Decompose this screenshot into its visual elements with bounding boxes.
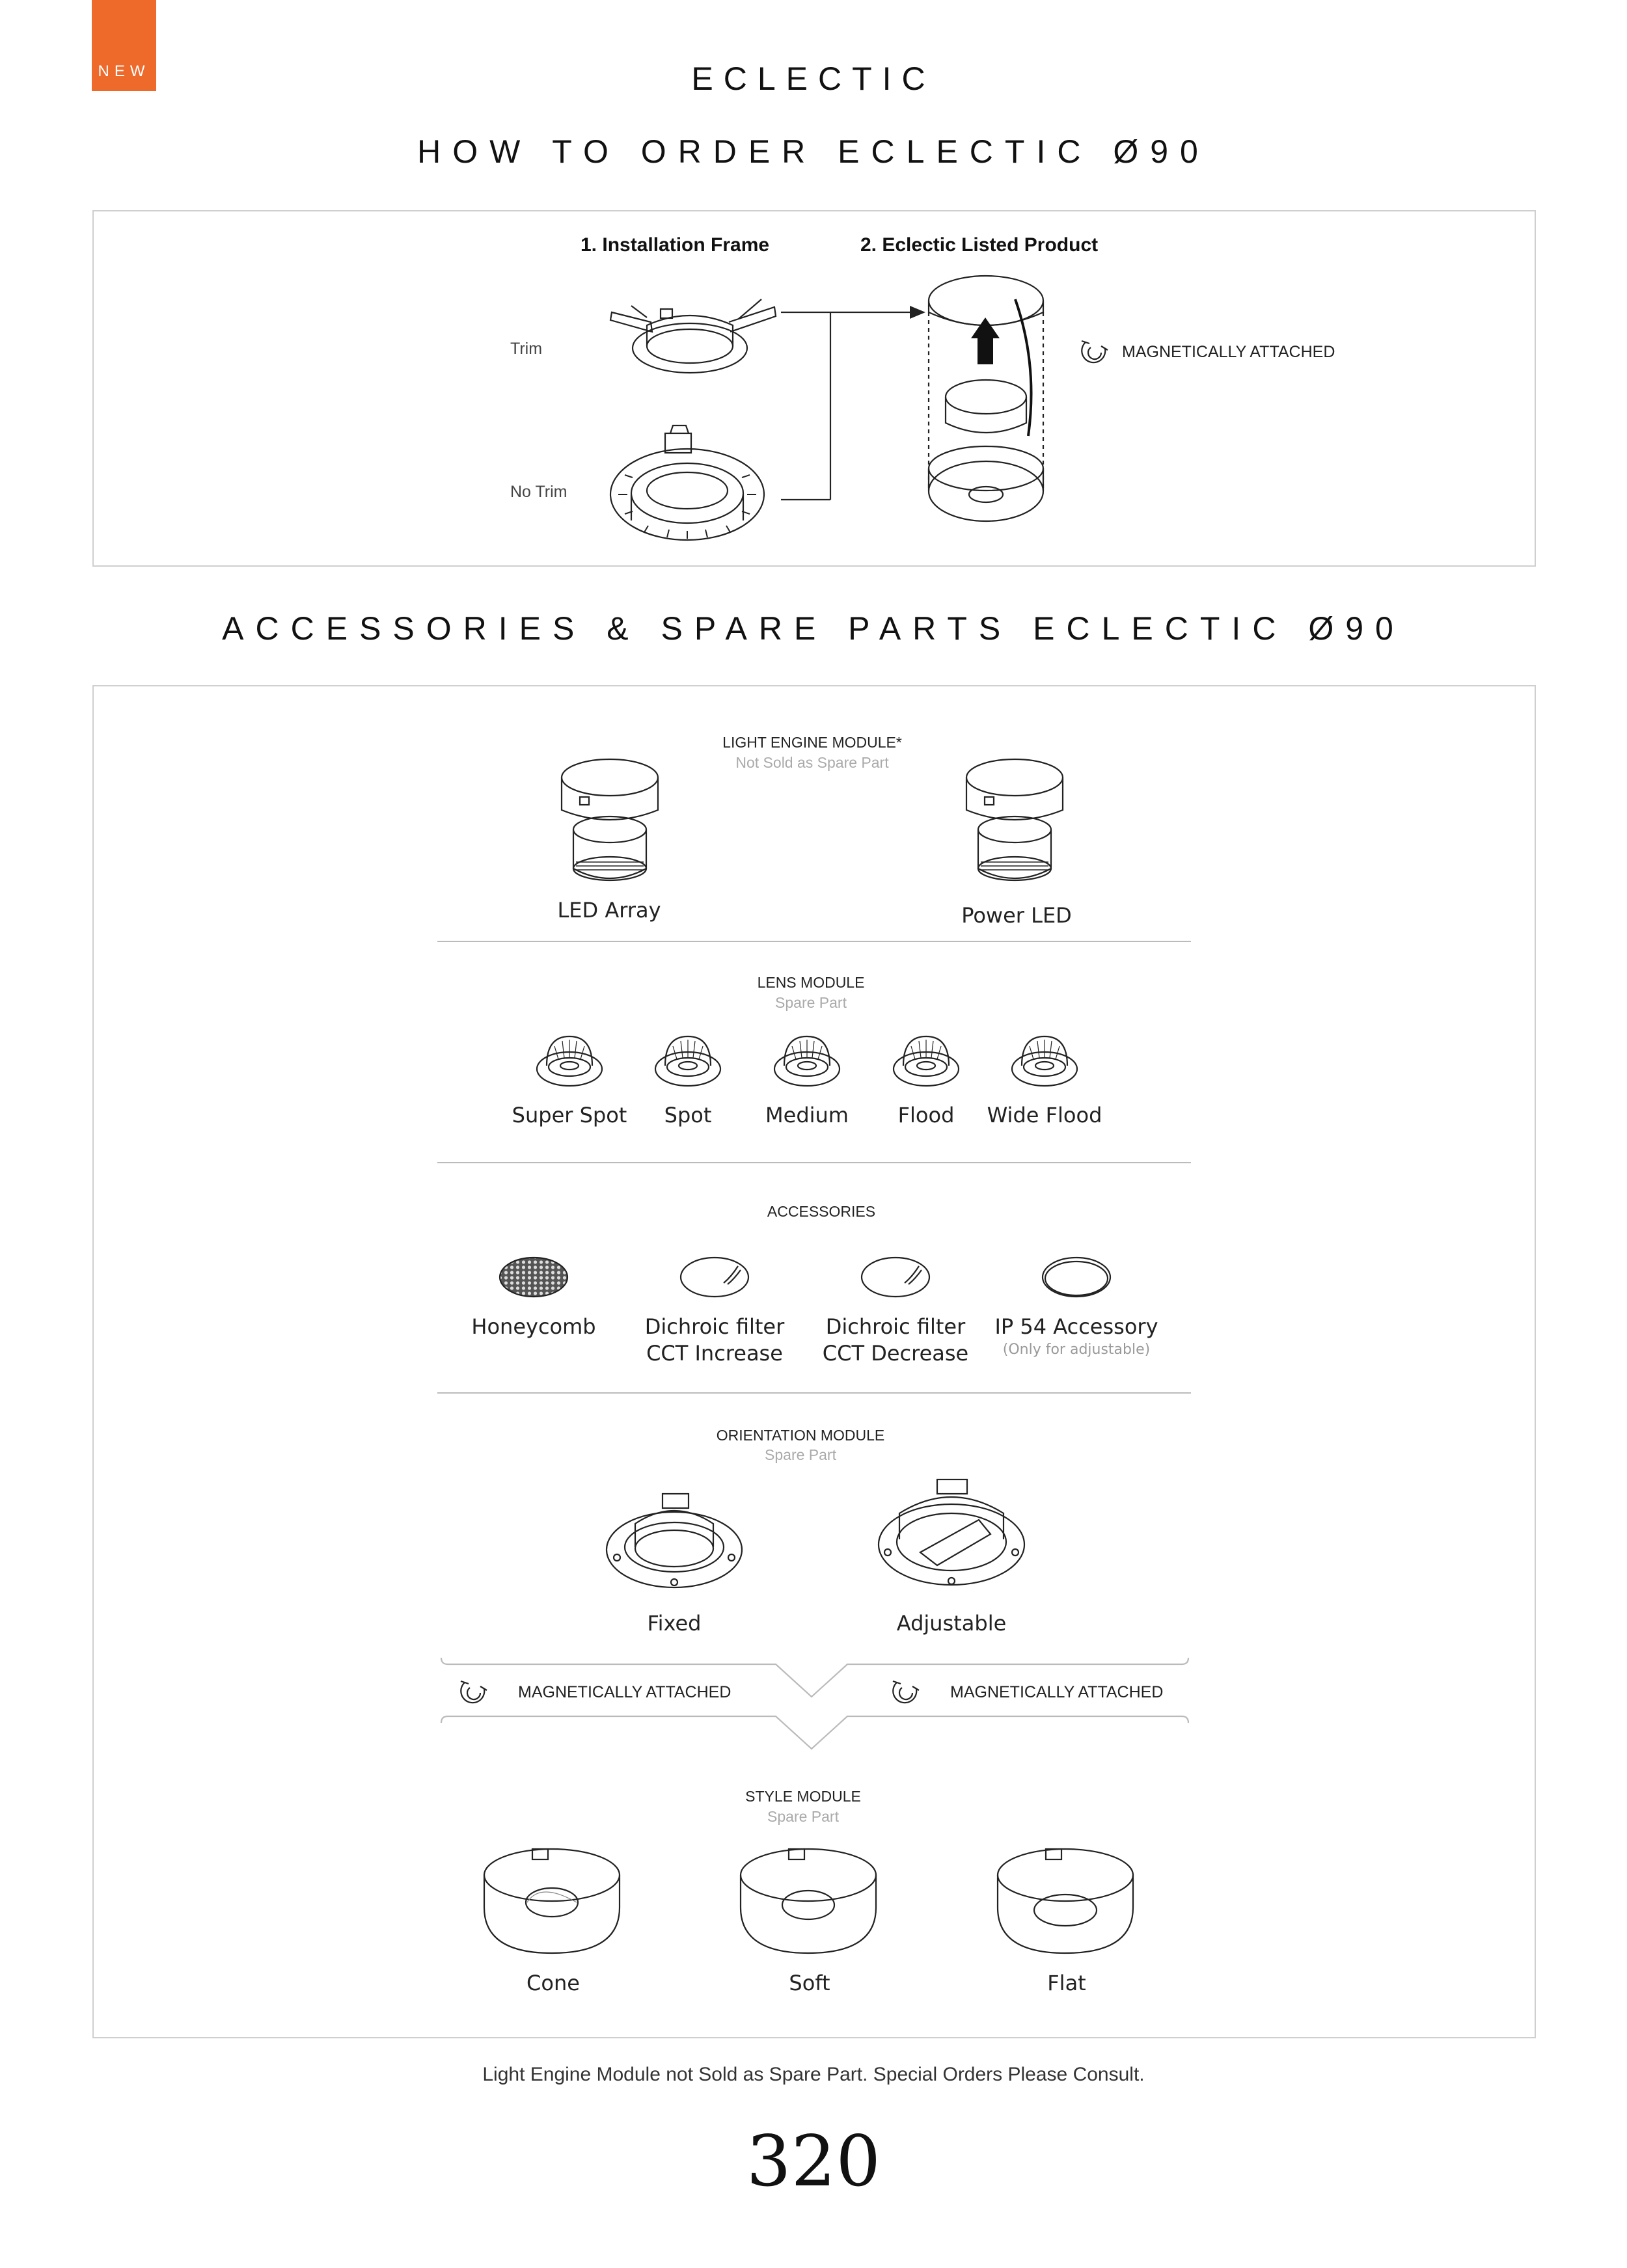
ip54-label: IP 54 Accessory [994,1314,1158,1339]
chevron-separator [437,1658,1192,1755]
dichroic-increase-image [678,1254,751,1300]
accessories-subtitle: ACCESSORIES [767,1203,876,1220]
lens-wide-flood-label: Wide Flood [987,1103,1102,1127]
style-soft-label: Soft [789,1971,830,1995]
style-module-title: STYLE MODULE [745,1788,861,1805]
style-cone-label: Cone [526,1971,580,1995]
lens-spot-label: Spot [664,1103,712,1127]
ip54-note: (Only for adjustable) [1002,1342,1151,1358]
trim-frame-image [605,286,794,384]
honeycomb-label: Honeycomb [471,1314,596,1339]
magnetic-label-right: MAGNETICALLY ATTACHED [950,1683,1164,1701]
no-trim-label: No Trim [510,483,567,501]
dichroic-decrease-sublabel: CCT Decrease [822,1341,969,1366]
eclectic-product-image [918,273,1074,547]
divider-2 [437,1162,1191,1163]
lens-flood-image [890,1033,962,1092]
led-array-image [556,758,667,888]
no-trim-frame-image [605,423,774,547]
light-engine-title: LIGHT ENGINE MODULE* [722,734,902,751]
style-soft-image [738,1843,881,1960]
step2-heading: 2. Eclectic Listed Product [860,234,1099,256]
orientation-subtitle: Spare Part [765,1446,836,1463]
trim-label: Trim [510,340,543,358]
orientation-adjustable-image [875,1474,1031,1598]
magnetic-label-top: MAGNETICALLY ATTACHED [1122,343,1335,361]
new-badge-label: NEW [98,62,150,80]
footnote: Light Engine Module not Sold as Spare Part. Special Orders Please Consult. [482,2064,1145,2085]
power-led-label: Power LED [961,903,1072,928]
page-number: 320 [746,2121,881,2202]
honeycomb-image [497,1254,570,1300]
divider-3 [437,1392,1191,1394]
lens-flood-label: Flood [897,1103,955,1127]
dichroic-increase-sublabel: CCT Increase [646,1341,783,1366]
style-module-subtitle: Spare Part [767,1808,839,1825]
lens-module-title: LENS MODULE [757,974,865,991]
accessories-title: ACCESSORIES & SPARE PARTS ECLECTIC Ø90 [222,610,1405,647]
magnet-icon-right [890,1677,923,1710]
dichroic-decrease-label: Dichroic filter [825,1314,966,1339]
dichroic-decrease-image [859,1254,932,1300]
dichroic-increase-label: Dichroic filter [644,1314,785,1339]
lens-module-subtitle: Spare Part [775,994,847,1011]
power-led-image [961,758,1072,888]
light-engine-subtitle: Not Sold as Spare Part [735,754,889,771]
lens-super-spot-label: Super Spot [512,1103,627,1127]
magnetic-label-left: MAGNETICALLY ATTACHED [518,1683,731,1701]
lens-spot-image [652,1033,724,1092]
orientation-title: ORIENTATION MODULE [716,1427,885,1444]
how-to-order-title: HOW TO ORDER ECLECTIC Ø90 [417,133,1210,170]
style-cone-image [482,1843,625,1960]
orientation-fixed-image [604,1485,747,1595]
style-flat-label: Flat [1047,1971,1086,1995]
magnet-icon-left [458,1677,491,1710]
step1-heading: 1. Installation Frame [581,234,770,256]
lens-super-spot-image [534,1033,605,1092]
lens-medium-image [771,1033,843,1092]
magnet-icon [1079,337,1112,370]
style-flat-image [995,1843,1138,1960]
divider-1 [437,941,1191,942]
brand-title: ECLECTIC [691,61,936,97]
connector-arrow [781,306,937,501]
ip54-accessory-image [1040,1254,1113,1300]
led-array-label: LED Array [557,898,661,923]
lens-wide-flood-image [1009,1033,1080,1092]
lens-medium-label: Medium [765,1103,849,1127]
orientation-fixed-label: Fixed [647,1611,702,1636]
orientation-adjustable-label: Adjustable [896,1611,1007,1636]
